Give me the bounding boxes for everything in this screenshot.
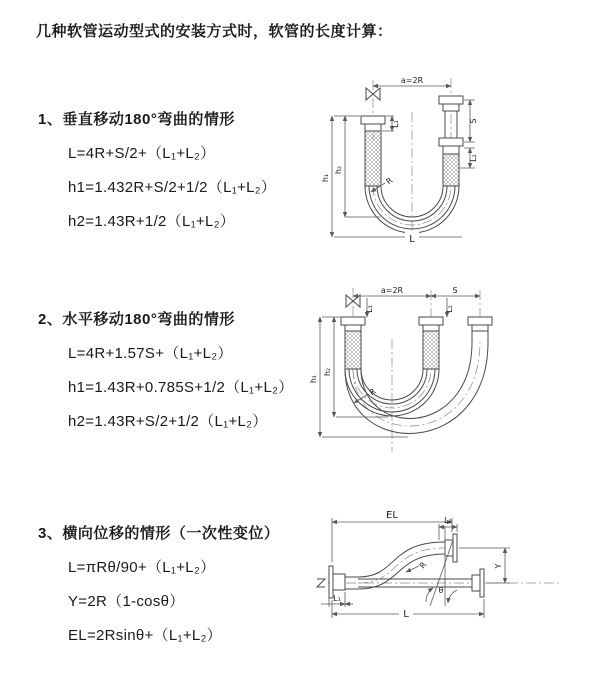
dim-label-h2: h₂: [334, 165, 343, 175]
flange: [341, 317, 365, 325]
formula-h1: h1=1.43R+0.785S+1/2（L₁+L₂）: [68, 379, 294, 396]
formula-Y: Y=2R（1-cosθ）: [68, 593, 185, 610]
dim-label-l1: L₁: [333, 594, 341, 603]
radius-leader: [354, 394, 368, 403]
hose-centerline: [358, 548, 445, 583]
dim-label-r: R: [417, 560, 429, 571]
pipe: [472, 331, 488, 342]
flange-hub: [443, 146, 459, 154]
section-horizontal-180: [38, 308, 318, 431]
formula-h2: h2=1.43R+S/2+1/2（L₁+L₂）: [68, 413, 268, 430]
dim-label-r: R: [384, 175, 395, 187]
section-vertical-180: [38, 108, 318, 231]
dim-label-theta: θ: [438, 586, 444, 595]
dim-label-h2: h₂: [323, 367, 332, 377]
section-heading: 2、水平移动180°弯曲的情形: [38, 311, 235, 328]
dim-label-r: R: [367, 386, 378, 398]
diagram-vertical-180-bend: [312, 70, 562, 260]
dim-label-l2: L₂: [445, 305, 454, 313]
flange: [419, 317, 443, 325]
dim-label-h1: h₁: [321, 173, 330, 183]
dim-ext: [332, 518, 452, 562]
braided-hose: [423, 331, 439, 369]
dim-label-l1: L₁: [391, 120, 400, 128]
flange-hub: [472, 575, 480, 591]
formula-L: L=πRθ/90+（L₁+L₂）: [68, 559, 216, 576]
dim-label-a2r: a=2R: [380, 286, 404, 295]
page-title: 几种软管运动型式的安装方式时，软管的长度计算：: [36, 23, 393, 40]
braided-hose: [365, 131, 381, 186]
dim-label-a2r: a=2R: [400, 76, 424, 85]
flange-hub: [472, 325, 488, 331]
moved-hose-wall: [361, 342, 472, 419]
hose-wall: [358, 542, 445, 577]
formula-EL: EL=2Rsinθ+（L₁+L₂）: [68, 627, 222, 644]
braided-hose: [443, 154, 459, 186]
diagram-lateral-displacement: [300, 496, 595, 656]
dim-label-s: S: [469, 118, 478, 124]
dim-label-l2: L₂: [444, 516, 452, 525]
dim-label-l: L: [403, 609, 409, 620]
section-lateral-displacement: [38, 522, 318, 645]
dim-label-l1: L₁: [365, 305, 374, 313]
axis-break-mark: [317, 579, 325, 587]
flange-hub: [365, 124, 381, 131]
formula-h1: h1=1.432R+S/2+1/2（L₁+L₂）: [68, 179, 277, 196]
flange-hub: [423, 325, 439, 331]
flange: [468, 317, 492, 325]
flange-hub: [333, 574, 345, 590]
dim-label-h1: h₁: [309, 374, 318, 384]
flange: [480, 569, 484, 597]
dim-label-l2: L₂: [469, 154, 478, 162]
section-heading: 3、横向位移的情形（一次性变位）: [38, 525, 280, 542]
hose-wall: [358, 554, 445, 589]
formula-L: L=4R+S/2+（L₁+L₂）: [68, 145, 216, 162]
dim-ext: [322, 317, 408, 437]
flange: [361, 116, 385, 124]
section-heading: 1、垂直移动180°弯曲的情形: [38, 111, 235, 128]
dim-label-el: EL: [386, 510, 398, 521]
flange-hub: [345, 325, 361, 331]
bend-construction-line: [430, 540, 453, 606]
dim-label-l: L: [409, 234, 415, 245]
flange: [439, 138, 463, 146]
flange: [453, 534, 457, 562]
diagram-horizontal-180-bend: [308, 284, 570, 459]
dim-label-y: Y: [494, 563, 503, 569]
radius-leader: [406, 566, 419, 572]
formula-h2: h2=1.43R+1/2（L₁+L₂）: [68, 213, 236, 230]
formula-L: L=4R+1.57S+（L₁+L₂）: [68, 345, 233, 362]
dim-label-s: S: [452, 286, 458, 295]
braided-hose: [345, 331, 361, 369]
flange: [439, 96, 463, 104]
flange-hub: [443, 104, 459, 111]
theta-arrow: [448, 590, 457, 603]
